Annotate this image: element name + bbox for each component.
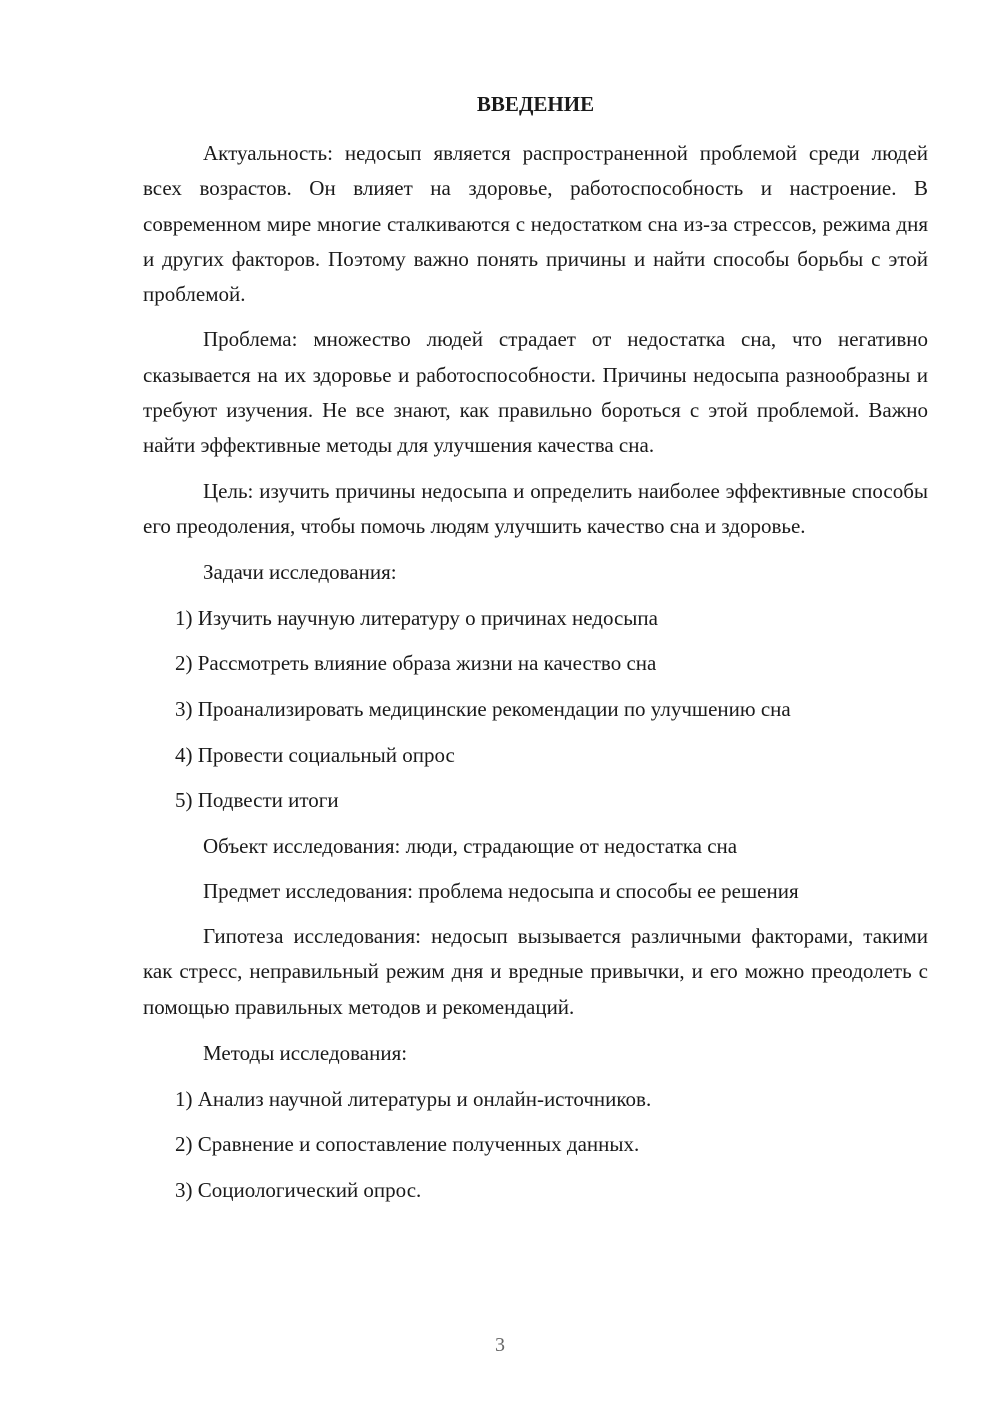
hypothesis-paragraph: Гипотеза исследования: недосып вызывается различными факторами, такими как стресс, неправильный режим дня и вредные привычки, и его можно преодолеть с помощью правильных методов и рекомендаций. (143, 924, 928, 1019)
task-item-5: 5) Подвести итоги (175, 788, 339, 813)
research-object: Объект исследования: люди, страдающие от недостатка сна (203, 833, 738, 858)
document-page (143, 92, 928, 1217)
method-item-3: 3) Социологический опрос. (175, 1177, 422, 1202)
method-item-2: 2) Сравнение и сопоставление полученных данных. (175, 1132, 640, 1157)
task-item-4: 4) Провести социальный опрос (175, 742, 455, 767)
page-number: 3 (495, 1334, 505, 1356)
relevance-paragraph: Актуальность: недосып является распространенной проблемой среди людей всех возрастов. Он влияет на здоровье, работоспособность и настроение. В современном мире многие сталкиваются с недостатком сна из-за стрессов, режима дня и других факторов. Поэтому важно понять причины и найти способы борьбы с этой проблемой. (143, 141, 928, 307)
task-item-2: 2) Рассмотреть влияние образа жизни на качество сна (175, 651, 657, 676)
page-title: ВВЕДЕНИЕ (476, 92, 595, 116)
goal-paragraph: Цель: изучить причины недосыпа и определить наиболее эффективные способы его преодоления, чтобы помочь людям улучшить качество сна и здоровье. (143, 478, 928, 538)
methods-heading: Методы исследования: (203, 1040, 408, 1065)
task-item-1: 1) Изучить научную литературу о причинах недосыпа (175, 605, 658, 630)
method-item-1: 1) Анализ научной литературы и онлайн-источников. (175, 1086, 652, 1111)
problem-paragraph: Проблема: множество людей страдает от недостатка сна, что негативно сказывается на их здоровье и работоспособности. Причины недосыпа разнообразны и требуют изучения. Не все знают, как правильно бороться с этой проблемой. Важно найти эффективные методы для улучшения качества сна. (143, 327, 928, 458)
research-subject: Предмет исследования: проблема недосыпа и способы ее решения (203, 879, 799, 904)
tasks-heading: Задачи исследования: (203, 560, 397, 585)
task-item-3: 3) Проанализировать медицинские рекомендации по улучшению сна (175, 697, 791, 722)
